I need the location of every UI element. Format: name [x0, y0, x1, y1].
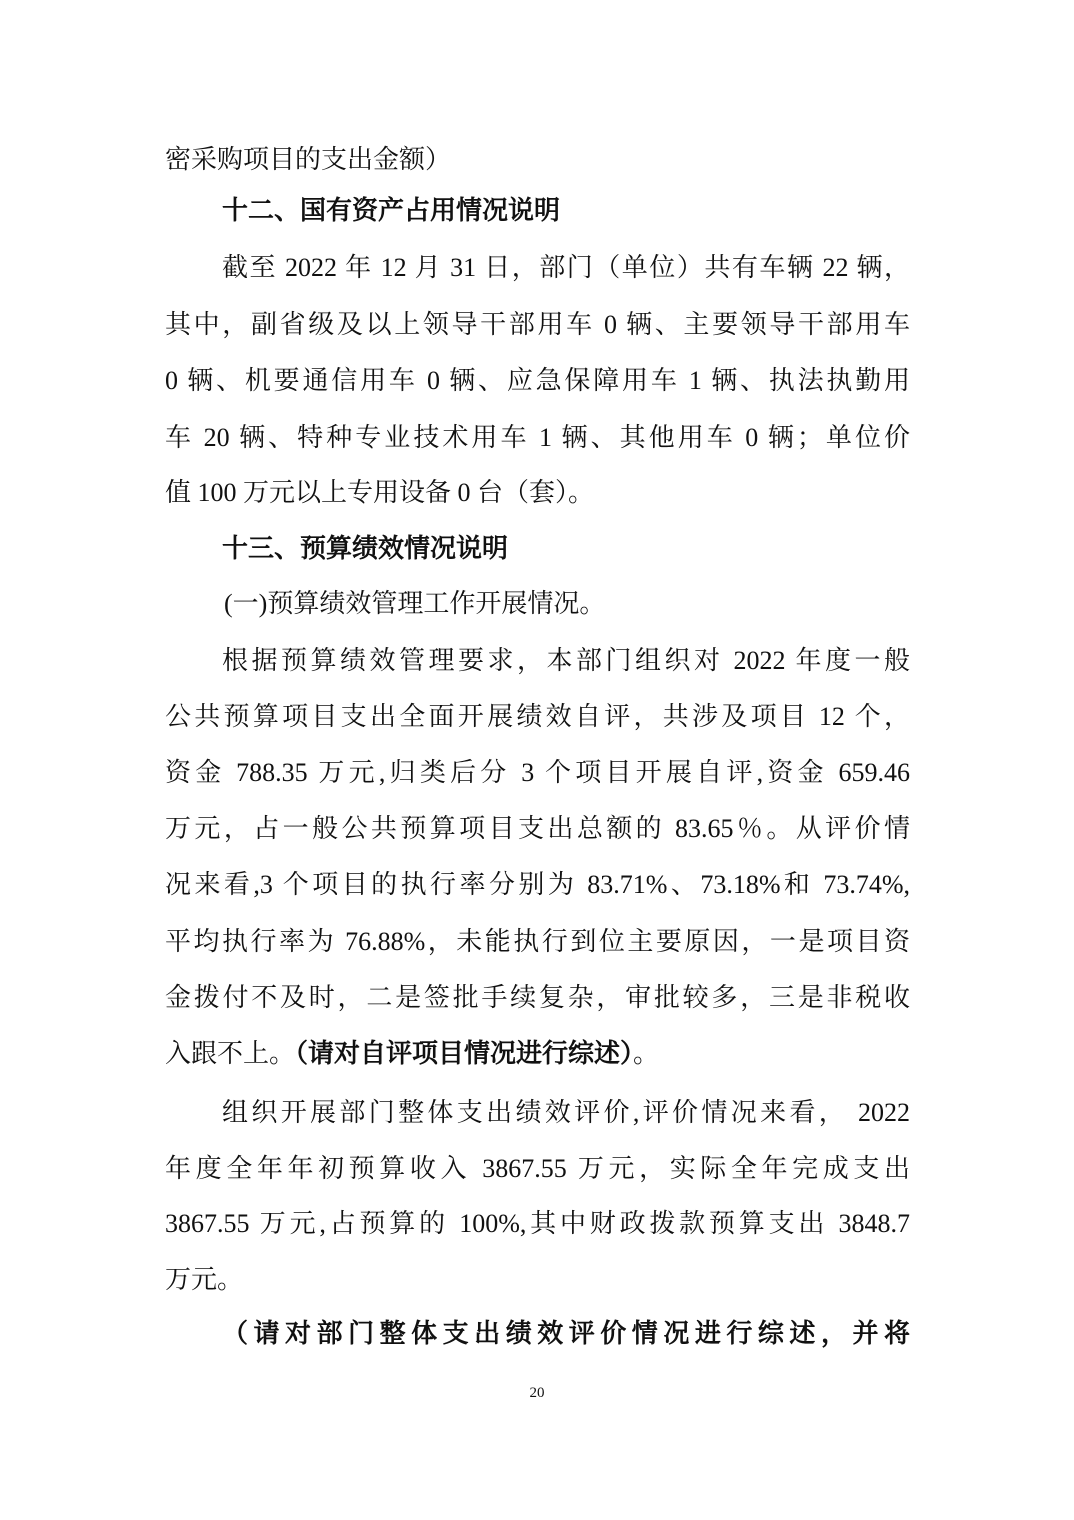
- paragraph-line: 根据预算绩效管理要求，本部门组织对 2022 年度一般: [222, 646, 910, 675]
- paragraph-line: 0 辆、机要通信用车 0 辆、应急保障用车 1 辆、执法执勤用: [165, 366, 910, 395]
- paragraph-line: 万元。: [165, 1265, 244, 1294]
- continuation-line: 密采购项目的支出金额）: [165, 145, 452, 174]
- section-heading-12: 十二、国有资产占用情况说明: [222, 195, 561, 225]
- paragraph-line: 况来看,3 个项目的执行率分别为 83.71%、73.18%和 73.74%,: [165, 870, 910, 899]
- paragraph-line-end: 。: [633, 1039, 660, 1068]
- paragraph-line: 公共预算项目支出全面开展绩效自评，共涉及项目 12 个，: [165, 702, 910, 731]
- instruction-line: （请对部门整体支出绩效评价情况进行综述，并将: [222, 1319, 910, 1348]
- paragraph-line: 年度全年年初预算收入 3867.55 万元，实际全年完成支出: [165, 1154, 910, 1183]
- paragraph-line: 资金 788.35 万元,归类后分 3 个项目开展自评,资金 659.46: [165, 758, 910, 787]
- subsection-heading: (一)预算绩效管理工作开展情况。: [224, 589, 606, 618]
- paragraph-line: 其中，副省级及以上领导干部用车 0 辆、主要领导干部用车: [165, 310, 910, 339]
- paragraph-line: 3867.55 万元,占预算的 100%,其中财政拨款预算支出 3848.7: [165, 1209, 910, 1238]
- page-number: 20: [529, 1385, 545, 1401]
- paragraph-line: 车 20 辆、特种专业技术用车 1 辆、其他用车 0 辆；单位价: [165, 423, 910, 452]
- paragraph-line: 截至 2022 年 12 月 31 日，部门（单位）共有车辆 22 辆，: [222, 253, 910, 282]
- section-heading-13: 十三、预算绩效情况说明: [222, 533, 509, 563]
- paragraph-line: 值 100 万元以上专用设备 0 台（套）。: [165, 478, 595, 507]
- paragraph-line: 金拨付不及时，二是签批手续复杂，审批较多，三是非税收: [165, 983, 910, 1012]
- paragraph-line: 组织开展部门整体支出绩效评价,评价情况来看， 2022: [222, 1098, 910, 1127]
- paragraph-line: [165, 1034, 910, 1074]
- paragraph-line: 平均执行率为 76.88%，未能执行到位主要原因，一是项目资: [165, 927, 910, 956]
- paragraph-line: 万元，占一般公共预算项目支出总额的 83.65％。从评价情: [165, 814, 910, 843]
- note-emphasis: （请对自评项目情况进行综述）: [295, 1039, 634, 1068]
- paragraph-line-text: 入跟不上。: [165, 1039, 296, 1068]
